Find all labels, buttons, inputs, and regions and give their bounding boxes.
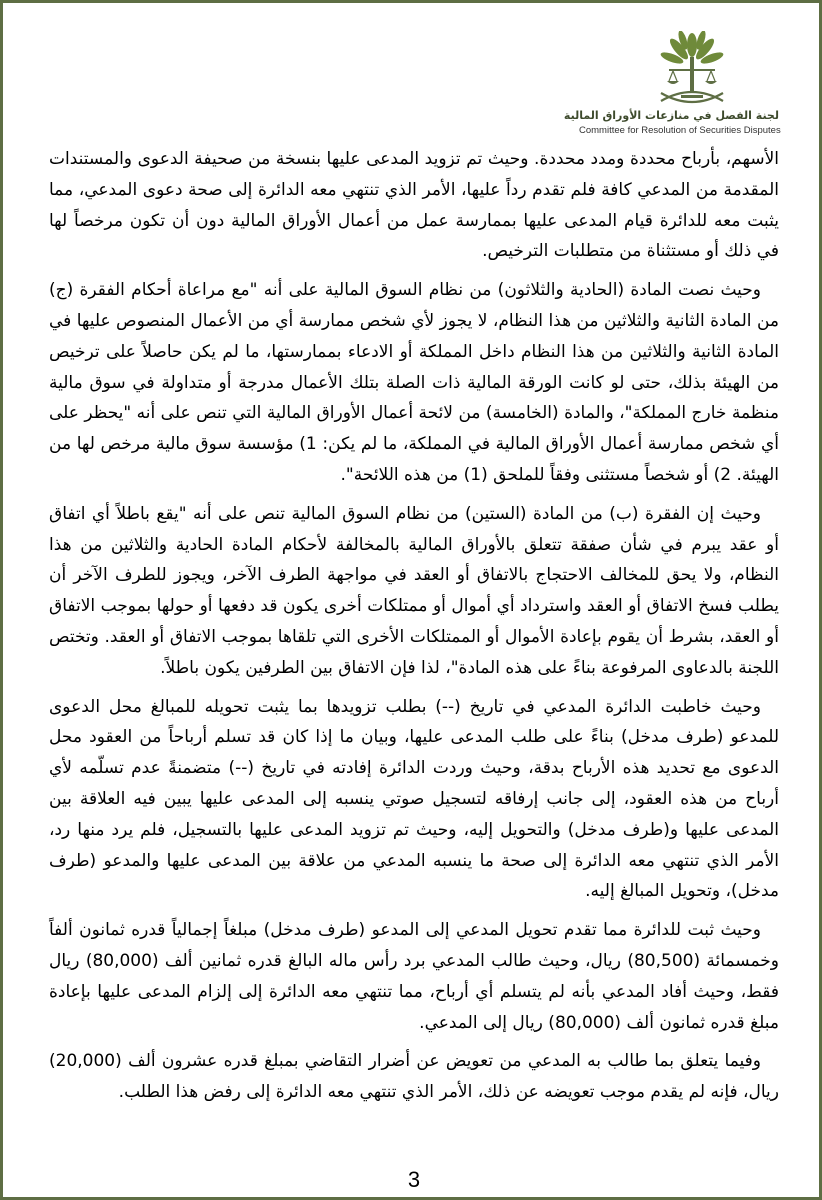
paragraph: وحيث خاطبت الدائرة المدعي في تاريخ (--) بطلب تزويدها بما يثبت تحويله للمبالغ محل الدعوى للمدعو (طرف مدخل) بناءً على طلب المدعى عليها، وبيان ما إذا كان قد تسلم أرباحاً من العقود محل الدعوى مع تحديد هذه الأرباح بدقة، وحيث وردت الدائرة إفادته في تاريخ (--) متضمنةً عدم تسلّمه لأي أرباح من هذه العقود، إلى جانب إرفاقه لتسجيل صوتي ينسبه إلى المدعى عليها يبين فيه العلاقة بين المدعى عليها و(طرف مدخل) والتحويل إليه، وحيث تم تزويد المدعى عليها بالتسجيل، فلم يرد منها رد، الأمر الذي تنتهي معه الدائرة إلى صحة ما ينسبه المدعي من علاقة بين المدعى عليها والمدعو (طرف مدخل)، وتحويل المبالغ إليه. bbox=[49, 696, 779, 902]
org-name-arabic: لجنة الفصل في منازعات الأوراق المالية bbox=[563, 109, 779, 122]
document-body bbox=[49, 144, 779, 1116]
palm-and-swords-emblem-icon bbox=[647, 31, 737, 107]
paragraph: وحيث إن الفقرة (ب) من المادة (الستين) من نظام السوق المالية تنص على أنه "يقع باطلاً أي اتفاق أو عقد يبرم في شأن صفقة تتعلق بالأوراق المالية بالمخالفة لأحكام المادة الحادية والثلاثين من هذا النظام، ولا يحق للمخالف الاحتجاج بالاتفاق أو العقد في مواجهة الطرف الآخر، ويجوز للطرف الآخر أن يطلب فسخ الاتفاق أو العقد واسترداد أي أموال أو ممتلكات أخرى يكون قد دفعها أو حولها بموجب الاتفاق أو العقد، بشرط أن يقوم بإعادة الأموال أو الممتلكات الأخرى التي تلقاها بموجب الاتفاق أو العقد. وتختص اللجنة بالدعاوى المرفوعة بناءً على هذه المادة"، لذا فإن الاتفاق بين الطرفين يكون باطلاً. bbox=[49, 503, 779, 678]
org-name-english: Committee for Resolution of Securities Disputes bbox=[579, 125, 781, 136]
paragraph: الأسهم، بأرباح محددة ومدد محددة. وحيث تم تزويد المدعى عليها بنسخة من صحيفة الدعوى والمستندات المقدمة من المدعي كافة فلم تقدم رداً عليها، الأمر الذي تنتهي معه الدائرة إلى صحة دعوى المدعي، مما يثبت معه للدائرة قيام المدعى عليها بممارسة عمل من أعمال الأوراق المالية دون أن تكون مرخصاً لها في ذلك أو مستثناة من متطلبات الترخيص. bbox=[49, 149, 779, 262]
paragraph: وحيث نصت المادة (الحادية والثلاثون) من نظام السوق المالية على أنه "مع مراعاة أحكام الفقرة (ج) من المادة الثانية والثلاثين من هذا النظام، لا يجوز لأي شخص ممارسة أي من الأعمال المنصوص عليها في المادة الثانية والثلاثين من هذا النظام داخل المملكة أو الادعاء بممارستها، ما لم يكن حاصلاً على ترخيص من الهيئة بذلك، حتى لو كانت الورقة المالية ذات الصلة بتلك الأعمال مدرجة أو متداولة في سوق مالية منظمة خارج المملكة"، والمادة (الخامسة) من لائحة أعمال الأوراق المالية التي تنص على أنه "يحظر على أي شخص ممارسة أعمال الأوراق المالية في المملكة، ما لم يكن: 1) مؤسسة سوق مالية مرخص لها من الهيئة. 2) أو شخصاً مستثنى وفقاً للملحق (1) من هذه اللائحة". bbox=[49, 280, 779, 485]
paragraph: وحيث ثبت للدائرة مما تقدم تحويل المدعي إلى المدعو (طرف مدخل) مبلغاً إجمالياً قدره ثمانون ألفاً وخمسمائة (80,500) ريال، وحيث طالب المدعي برد رأس ماله البالغ قدره ثمانين ألف (80,000) ريال فقط، وحيث أفاد المدعي بأنه لم يتسلم أي أرباح، مما تنتهي معه الدائرة إلى إلزام المدعى عليها بإعادة مبلغ قدره ثمانون ألف (80,000) ريال إلى المدعي. bbox=[49, 920, 779, 1033]
page-header bbox=[563, 31, 789, 141]
paragraph: وفيما يتعلق بما طالب به المدعي من تعويض عن أضرار التقاضي بمبلغ قدره عشرون ألف (20,000) ريال، فإنه لم يقدم موجب تعويضه عن ذلك، الأمر الذي تنتهي معه الدائرة إلى رفض هذا الطلب. bbox=[49, 1051, 779, 1103]
page-number: 3 bbox=[407, 1167, 421, 1192]
